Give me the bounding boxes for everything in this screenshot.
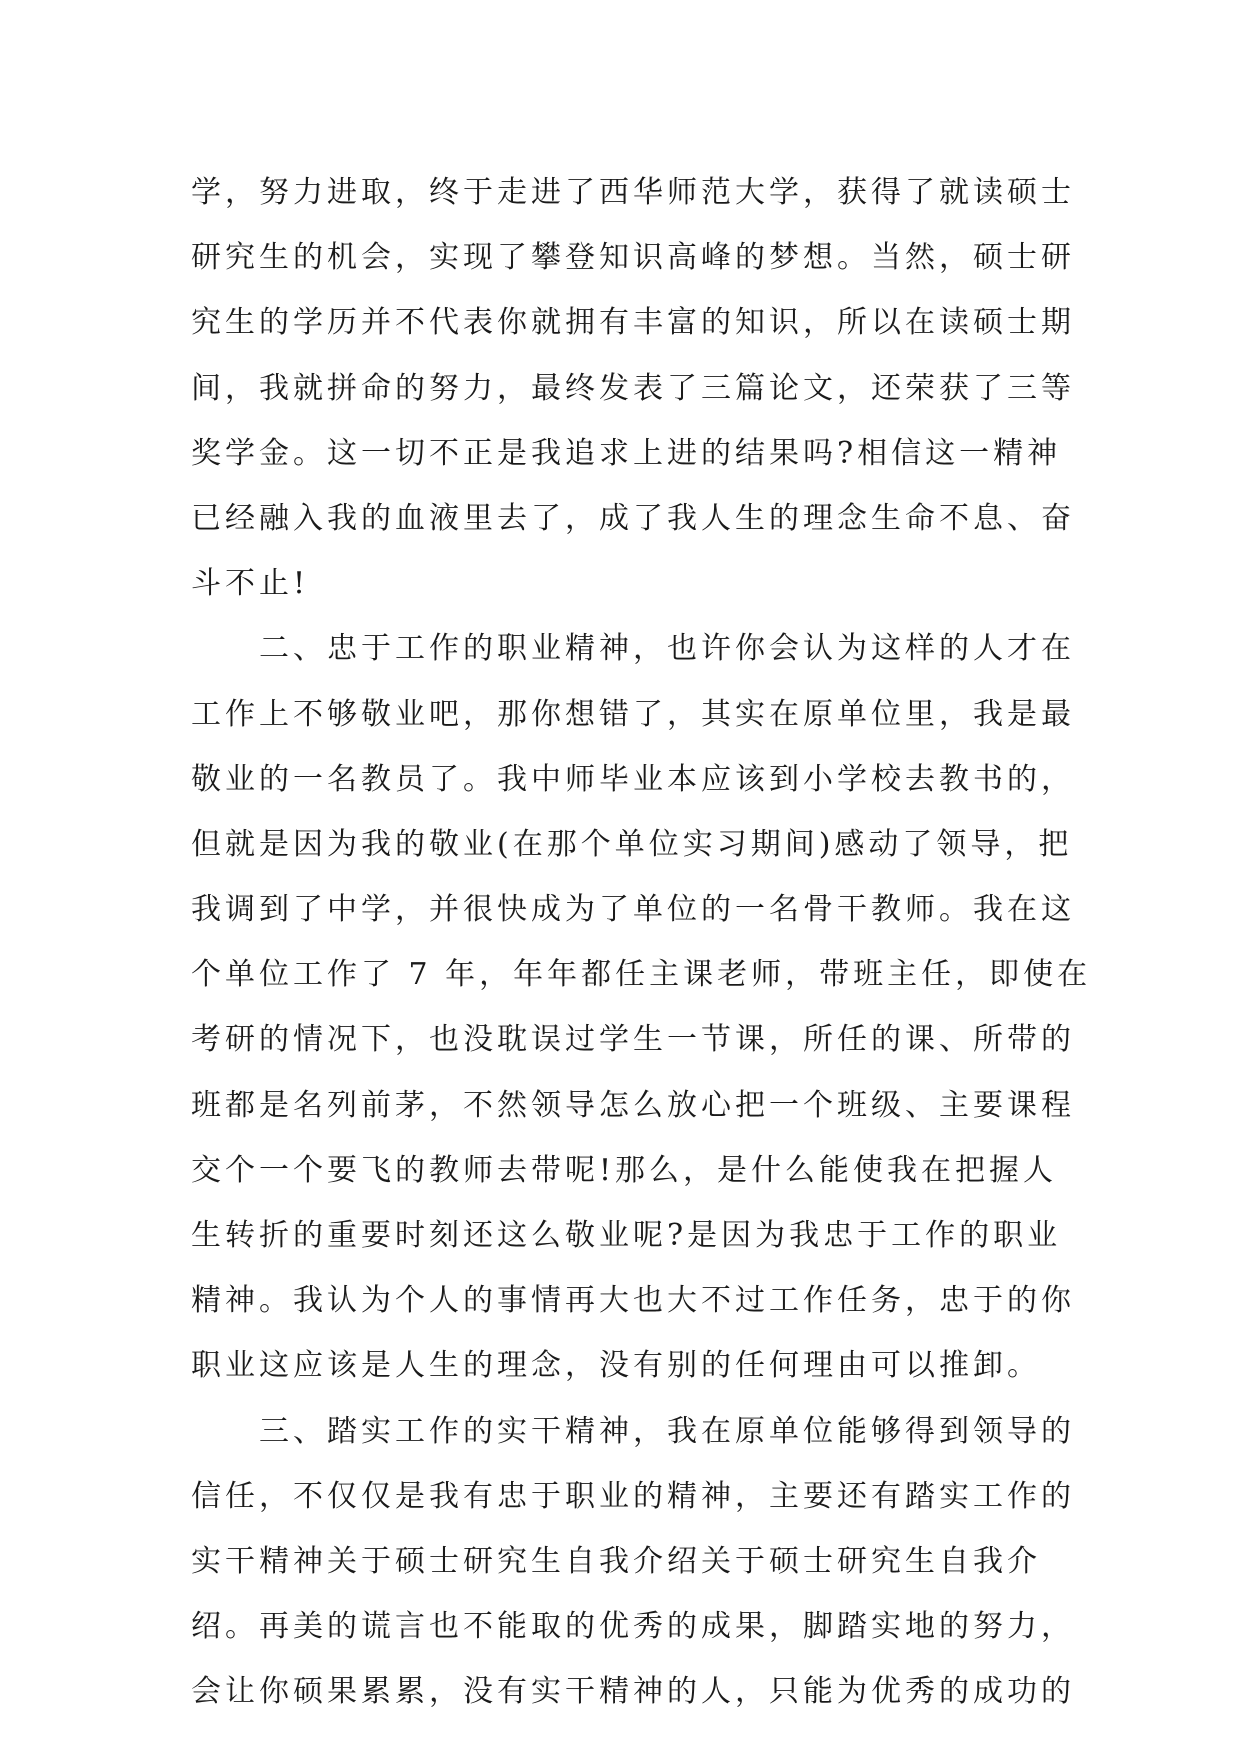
text-line: 实干精神关于硕士研究生自我介绍关于硕士研究生自我介 xyxy=(191,1543,1041,1579)
text-line: 已经融入我的血液里去了，成了我人生的理念生命不息、奋 xyxy=(191,500,1075,536)
text-line: 绍。再美的谎言也不能取的优秀的成果，脚踏实地的努力， xyxy=(191,1609,1075,1645)
text-line: 工作上不够敬业吧，那你想错了，其实在原单位里，我是最 xyxy=(191,696,1075,732)
text-line: 生转折的重要时刻还这么敬业呢?是因为我忠于工作的职业 xyxy=(191,1218,1062,1253)
text-line: 三、踏实工作的实干精神，我在原单位能够得到领导的 xyxy=(191,1413,1075,1449)
text-line: 职业这应该是人生的理念，没有别的任何理由可以推卸。 xyxy=(191,1348,1041,1384)
text-line: 学，努力进取，终于走进了西华师范大学，获得了就读硕士 xyxy=(191,175,1075,210)
text-line: 精神。我认为个人的事情再大也大不过工作任务，忠于的你 xyxy=(191,1283,1075,1319)
text-line: 研究生的机会，实现了攀登知识高峰的梦想。当然，硕士研 xyxy=(191,240,1075,276)
text-line: 考研的情况下，也没耽误过学生一节课，所任的课、所带的 xyxy=(191,1022,1075,1058)
text-line: 究生的学历并不代表你就拥有丰富的知识，所以在读硕士期 xyxy=(191,305,1075,341)
text-line: 信任，不仅仅是我有忠于职业的精神，主要还有踏实工作的 xyxy=(191,1478,1075,1514)
text-line: 敬业的一名教员了。我中师毕业本应该到小学校去教书的， xyxy=(191,761,1075,797)
text-line: 个单位工作了 7 年，年年都任主课老师，带班主任，即使在 xyxy=(191,957,1092,993)
text-line: 会让你硕果累累，没有实干精神的人，只能为优秀的成功的 xyxy=(191,1674,1075,1710)
text-line: 间，我就拼命的努力，最终发表了三篇论文，还荣获了三等 xyxy=(191,370,1075,406)
text-line: 二、忠于工作的职业精神，也许你会认为这样的人才在 xyxy=(191,631,1075,667)
text-line: 交个一个要飞的教师去带呢!那么，是什么能使我在把握人 xyxy=(191,1152,1058,1188)
text-line: 但就是因为我的敬业(在那个单位实习期间)感动了领导，把 xyxy=(191,826,1073,862)
text-line: 斗不止! xyxy=(191,566,310,602)
text-line: 我调到了中学，并很快成为了单位的一名骨干教师。我在这 xyxy=(191,892,1075,928)
text-line: 班都是名列前茅，不然领导怎么放心把一个班级、主要课程 xyxy=(191,1087,1075,1123)
body-text xyxy=(191,160,1092,1725)
text-line: 奖学金。这一切不正是我追求上进的结果吗?相信这一精神 xyxy=(191,435,1062,471)
